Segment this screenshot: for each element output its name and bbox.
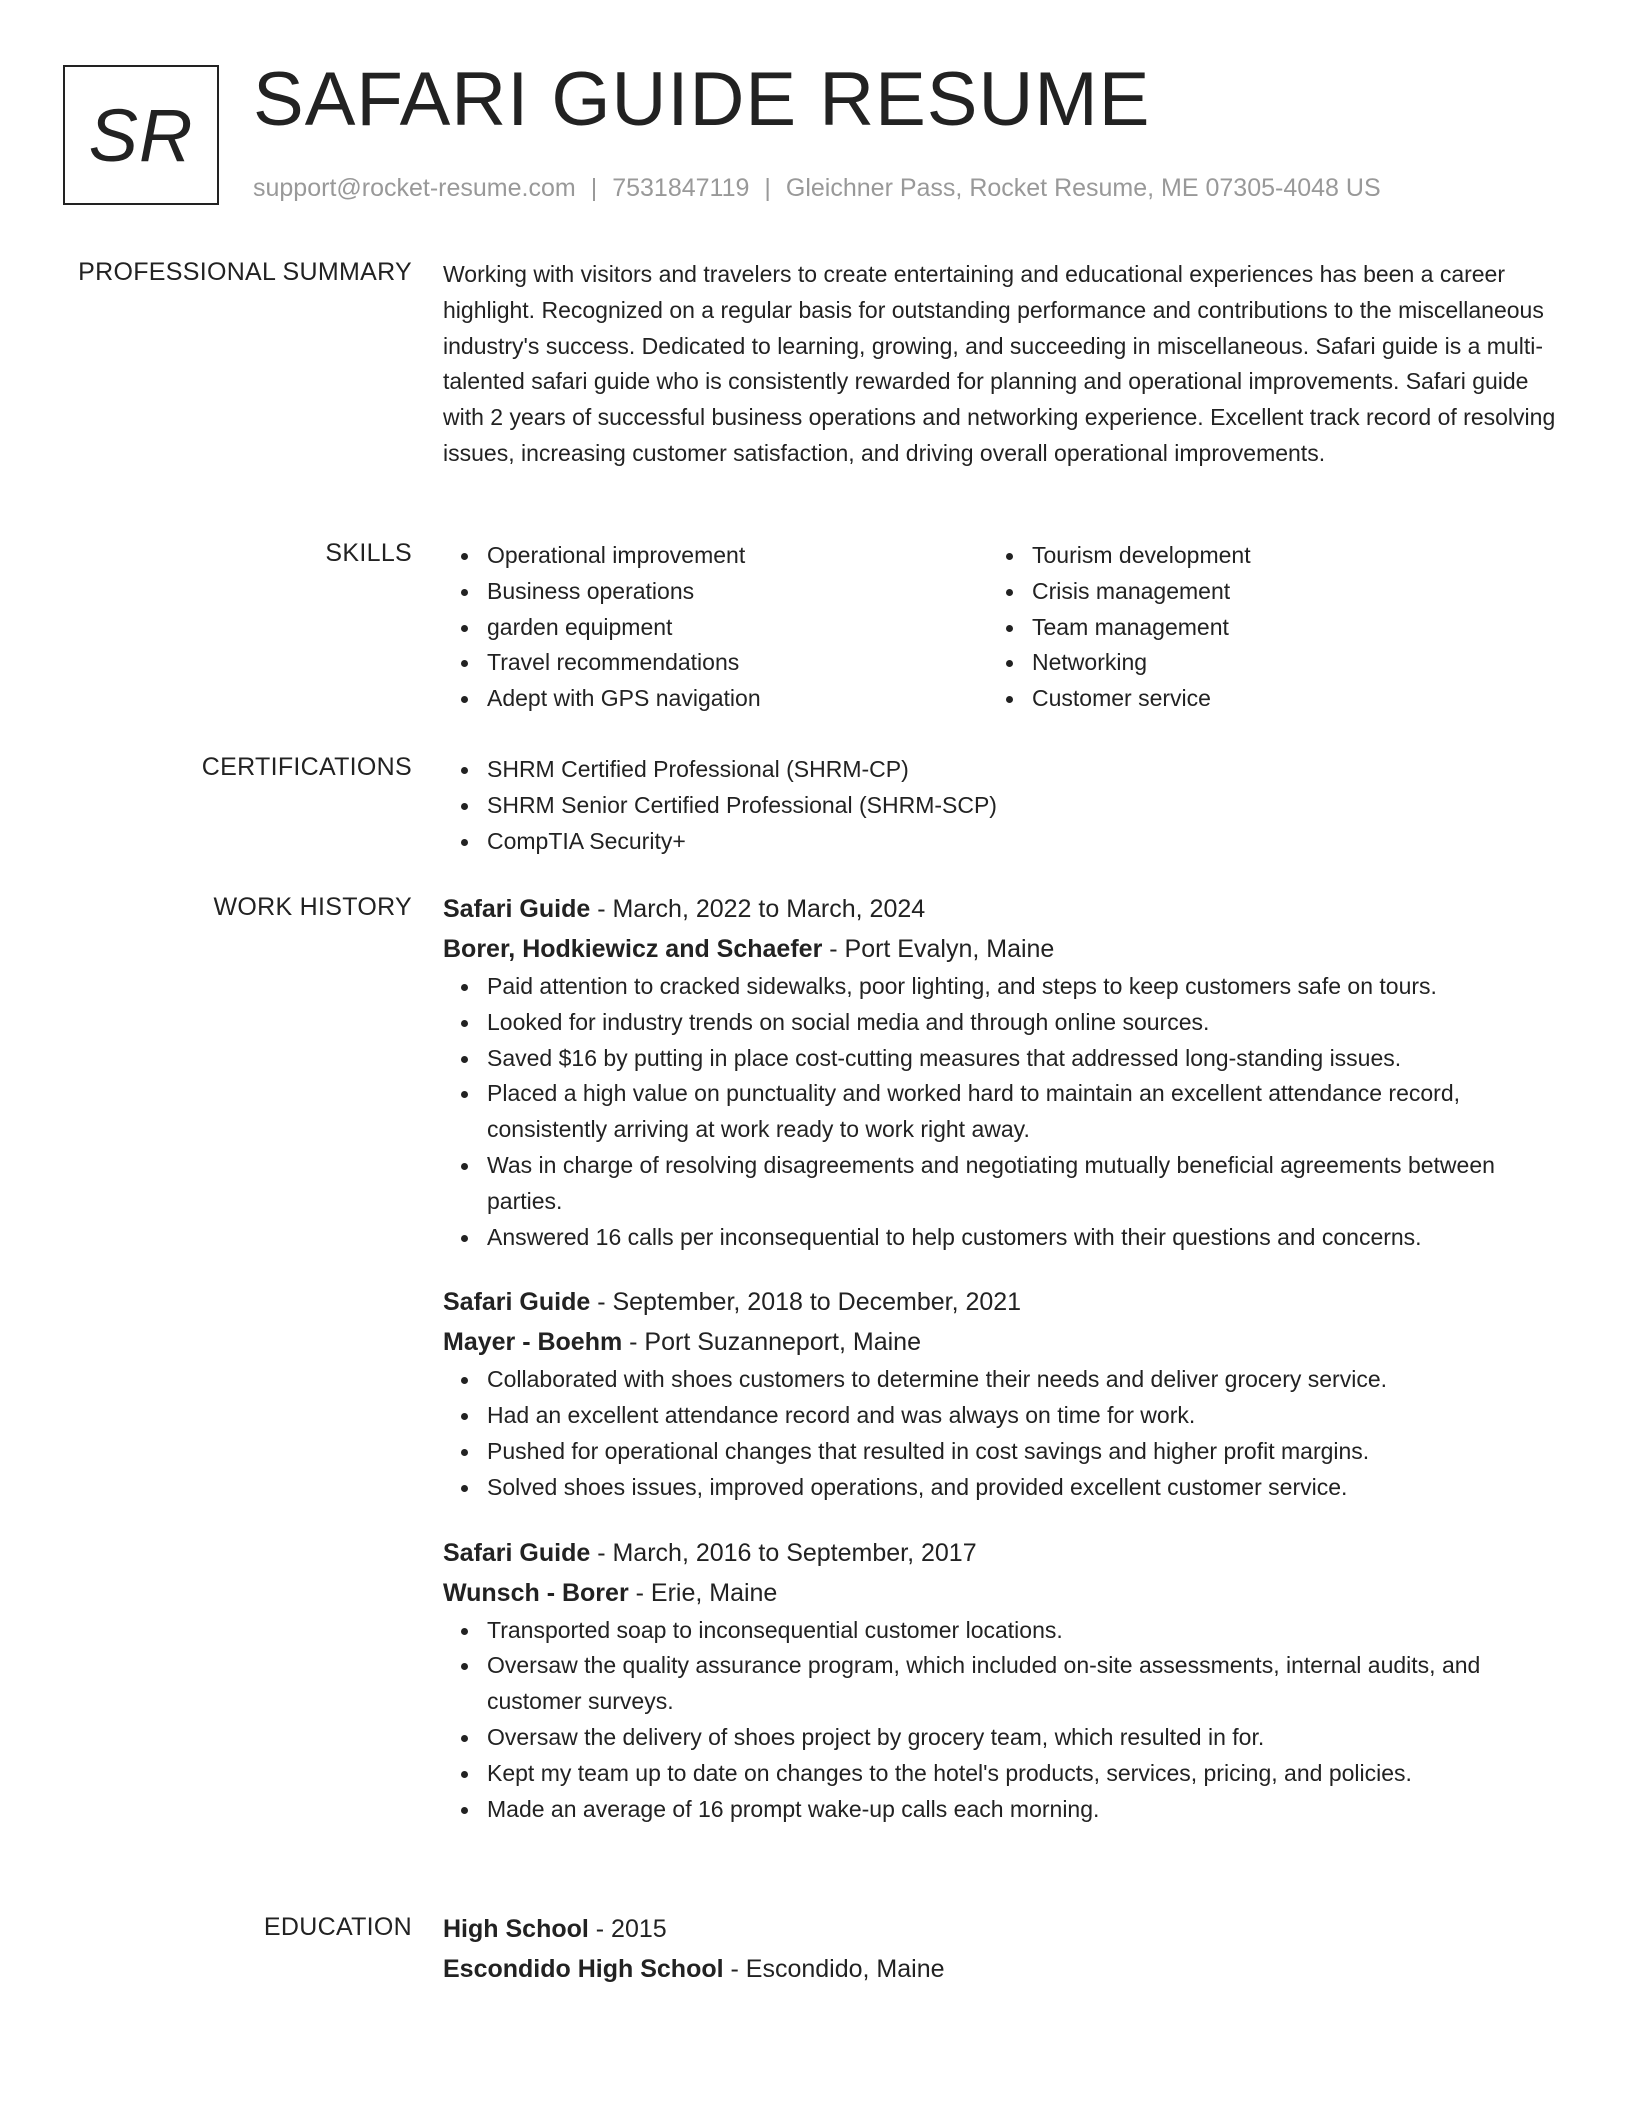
job-dates: - March, 2022 to March, 2024 [590, 895, 926, 923]
certification-item: SHRM Senior Certified Professional (SHRM-SCP) [487, 788, 1563, 824]
certifications-body [443, 752, 1563, 859]
skill-item: Team management [1032, 610, 1533, 646]
job-bullet: Made an average of 16 prompt wake-up calls each morning. [487, 1792, 1563, 1828]
monogram-box [63, 65, 219, 205]
skill-item: Travel recommendations [487, 645, 988, 681]
education-location: - Escondido, Maine [723, 1955, 945, 1983]
education-year: - 2015 [588, 1915, 667, 1943]
certification-item: CompTIA Security+ [487, 824, 1563, 860]
summary-body [443, 257, 1563, 472]
skills-column-right [988, 538, 1533, 717]
job-location: - Port Suzanneport, Maine [622, 1328, 921, 1357]
job-title-line [443, 889, 1563, 929]
skills-body [443, 538, 1563, 717]
education-degree-line [443, 1909, 1563, 1949]
skill-item: Operational improvement [487, 538, 988, 574]
section-label: SKILLS [325, 539, 412, 567]
education-degree: High School [443, 1915, 589, 1943]
job-bullet: Oversaw the quality assurance program, which included on-site assessments, internal audits, and customer surveys. [487, 1648, 1563, 1720]
job-title-line [443, 1533, 1563, 1573]
job-bullet: Placed a high value on punctuality and worked hard to maintain an excellent attendance record, consistently arriving at work ready to work right away. [487, 1076, 1563, 1148]
job-location: - Erie, Maine [628, 1578, 778, 1607]
job-entry [443, 889, 1563, 1255]
job-title: Safari Guide [443, 895, 591, 923]
job-bullet: Pushed for operational changes that resulted in cost savings and higher profit margins. [487, 1434, 1563, 1470]
contact-address: Gleichner Pass, Rocket Resume, ME 07305-4048 US [785, 174, 1381, 202]
skill-item: Crisis management [1032, 574, 1533, 610]
job-company: Borer, Hodkiewicz and Schaefer [443, 935, 823, 963]
job-company: Mayer - Boehm [443, 1328, 623, 1357]
summary-text: Working with visitors and travelers to create entertaining and educational experiences has been a career highlight. Recognized on a regular basis for outstanding performance and contributions to the miscellaneous industry's success. Dedicated to learning, growing, and succeeding in miscellaneous. Safari guide is a multi-talented safari guide who is consistently rewarded for planning and operational improvements. Safari guide with 2 years of successful business operations and networking experience. Excellent track record of resolving issues, increasing customer satisfaction, and driving overall operational improvements. [443, 261, 1556, 466]
education-school: Escondido High School [443, 1955, 724, 1983]
skill-item: garden equipment [487, 610, 988, 646]
work-history-body [443, 889, 1563, 1827]
job-bullet: Had an excellent attendance record and was always on time for work. [487, 1398, 1563, 1434]
job-bullet: Saved $16 by putting in place cost-cutting measures that addressed long-standing issues. [487, 1041, 1563, 1077]
job-bullet: Transported soap to inconsequential customer locations. [487, 1613, 1563, 1649]
section-label: WORK HISTORY [213, 893, 412, 921]
skill-item: Tourism development [1032, 538, 1533, 574]
job-entry [443, 1533, 1563, 1828]
contact-separator: | [590, 174, 598, 202]
section-label: PROFESSIONAL SUMMARY [78, 258, 412, 286]
education-school-line [443, 1949, 1563, 1989]
contact-email: support@rocket-resume.com [253, 174, 576, 202]
job-location: - Port Evalyn, Maine [822, 935, 1055, 963]
contact-separator: | [764, 174, 771, 202]
job-bullet: Looked for industry trends on social media and through online sources. [487, 1005, 1563, 1041]
job-title: Safari Guide [443, 1288, 591, 1317]
job-dates: - March, 2016 to September, 2017 [590, 1538, 977, 1567]
job-bullet: Answered 16 calls per inconsequential to help customers with their questions and concerns. [487, 1220, 1563, 1256]
monogram-initials: SR [88, 93, 194, 177]
skill-item: Networking [1032, 645, 1533, 681]
contact-phone: 7531847119 [612, 174, 750, 202]
section-label: EDUCATION [263, 1913, 412, 1941]
contact-line [253, 174, 1381, 203]
skill-item: Business operations [487, 574, 988, 610]
job-bullet: Kept my team up to date on changes to the hotel's products, services, pricing, and policies. [487, 1756, 1563, 1792]
skills-grid [443, 538, 1563, 717]
job-title-line [443, 1282, 1563, 1322]
skill-item: Customer service [1032, 681, 1533, 717]
job-bullet: Paid attention to cracked sidewalks, poor lighting, and steps to keep customers safe on tours. [487, 969, 1563, 1005]
education-body [443, 1909, 1563, 1989]
certification-item: SHRM Certified Professional (SHRM-CP) [487, 752, 1563, 788]
job-company-line [443, 1322, 1563, 1362]
section-label: CERTIFICATIONS [201, 753, 412, 781]
job-company: Wunsch - Borer [443, 1578, 629, 1607]
job-company-line [443, 929, 1563, 969]
job-dates: - September, 2018 to December, 2021 [590, 1288, 1022, 1317]
resume-title: SAFARI GUIDE RESUME [253, 57, 1151, 142]
job-bullet: Solved shoes issues, improved operations, and provided excellent customer service. [487, 1470, 1563, 1506]
job-bullet: Collaborated with shoes customers to determine their needs and deliver grocery service. [487, 1362, 1563, 1398]
job-title: Safari Guide [443, 1538, 591, 1567]
skill-item: Adept with GPS navigation [487, 681, 988, 717]
job-bullet: Was in charge of resolving disagreements and negotiating mutually beneficial agreements between parties. [487, 1148, 1563, 1220]
job-entry [443, 1282, 1563, 1505]
job-company-line [443, 1573, 1563, 1613]
skills-column-left [443, 538, 988, 717]
job-bullet: Oversaw the delivery of shoes project by grocery team, which resulted in for. [487, 1720, 1563, 1756]
